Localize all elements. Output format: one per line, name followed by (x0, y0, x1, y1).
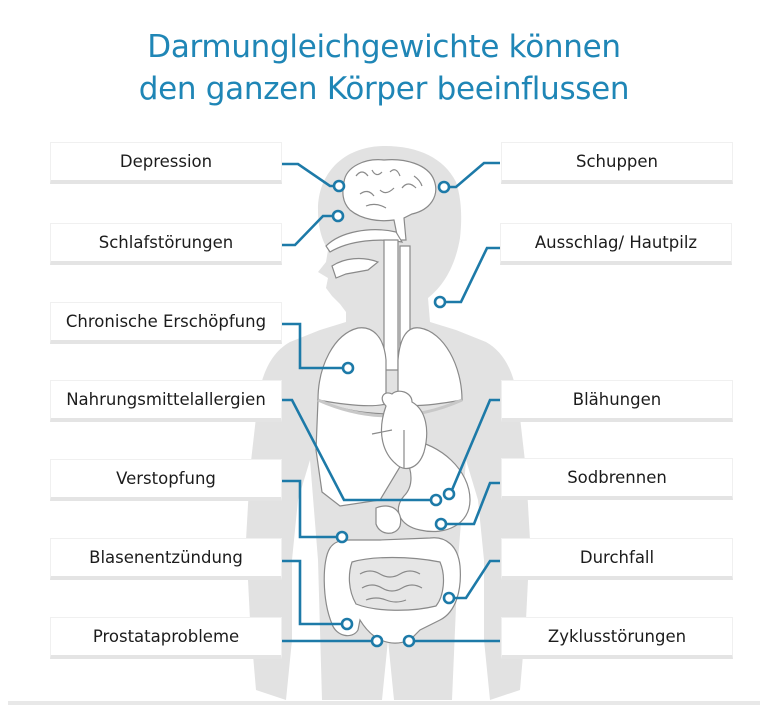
endpoint-depression-icon (334, 181, 344, 191)
title-line-2: den ganzen Körper beeinflussen (138, 71, 630, 107)
label-schlafstoerungen: Schlafstörungen (50, 223, 282, 265)
label-depression: Depression (50, 142, 282, 184)
label-chronische-erschoepfung: Chronische Erschöpfung (50, 302, 282, 344)
endpoint-schlafstoerungen-icon (333, 211, 343, 221)
endpoint-blaehungen-icon (444, 489, 454, 499)
label-prostataprobleme: Prostataprobleme (50, 617, 282, 659)
endpoint-prostataprobleme-icon (372, 636, 382, 646)
endpoint-erschoepfung-icon (343, 363, 353, 373)
endpoint-durchfall-icon (444, 593, 454, 603)
label-blaehungen: Blähungen (501, 380, 733, 422)
endpoint-nahrungsmittelallergien-icon (431, 495, 441, 505)
connector-depression (282, 164, 335, 186)
label-nahrungsmittelallergien: Nahrungsmittelallergien (50, 380, 282, 422)
endpoint-blasenentzuendung-icon (342, 619, 352, 629)
endpoint-schuppen-icon (439, 182, 449, 192)
label-schuppen: Schuppen (501, 142, 733, 184)
trachea-icon (384, 240, 398, 370)
title-line-1: Darmungleichgewichte können (147, 29, 621, 65)
endpoint-sodbrennen-icon (436, 519, 446, 529)
label-blasenentzuendung: Blasenentzündung (50, 538, 282, 580)
connector-schuppen (450, 163, 500, 187)
endpoint-zyklusstoerungen-icon (404, 636, 414, 646)
label-durchfall: Durchfall (501, 538, 733, 580)
label-zyklusstoerungen: Zyklusstörungen (501, 617, 733, 659)
endpoint-verstopfung-icon (337, 532, 347, 542)
label-sodbrennen: Sodbrennen (501, 458, 733, 500)
ground-line (8, 701, 760, 705)
label-verstopfung: Verstopfung (50, 459, 282, 501)
label-ausschlag-hautpilz: Ausschlag/ Hautpilz (500, 223, 732, 265)
endpoint-hautpilz-icon (435, 297, 445, 307)
